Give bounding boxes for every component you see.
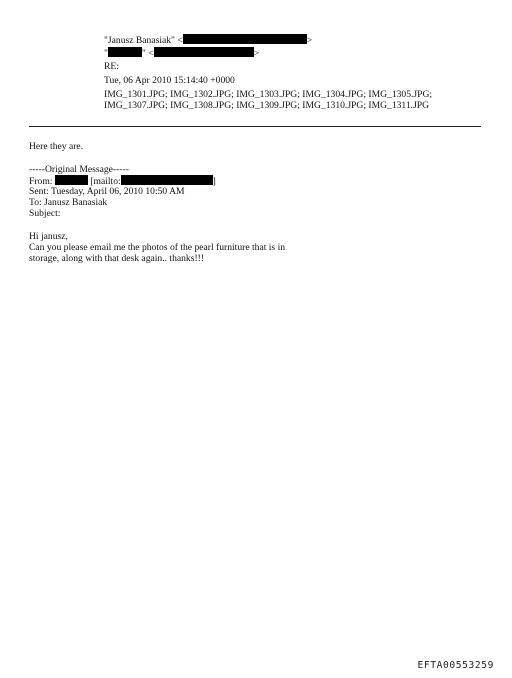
to-mid: " < [141, 48, 154, 59]
original-to: To: Janusz Banasiak [29, 197, 108, 208]
subject-value: RE: [104, 61, 119, 72]
greeting: Hi janusz, [29, 231, 68, 242]
attachments-line1[interactable]: IMG_1301.JPG; IMG_1302.JPG; IMG_1303.JPG; IMG_1304.JPG; IMG_1305.JPG; [104, 89, 433, 100]
message-line-2: storage, along with that desk again.. thanks!!! [29, 253, 205, 264]
redaction-box [108, 47, 142, 57]
from-name: "Janusz Banasiak" < [104, 35, 183, 46]
date-value: Tue, 06 Apr 2010 15:14:40 +0000 [104, 75, 235, 86]
to-close: > [253, 48, 260, 59]
document-id: EFTA00553259 [417, 660, 494, 671]
reply-text: Here they are. [29, 141, 84, 152]
header-divider [29, 126, 481, 127]
original-from-label: From: [29, 176, 53, 187]
redaction-box [121, 175, 213, 185]
original-mailto-open: [mailto: [90, 176, 121, 187]
from-close: > [306, 35, 313, 46]
to-open: " [104, 48, 108, 59]
redaction-box [55, 175, 88, 185]
from-value [104, 34, 312, 46]
redaction-box [183, 34, 307, 44]
attachments-line2[interactable]: IMG_1307.JPG; IMG_1308.JPG; IMG_1309.JPG; IMG_1310.JPG; IMG_1311.JPG [104, 100, 430, 111]
original-sent: Sent: Tuesday, April 06, 2010 10:50 AM [29, 186, 185, 197]
original-message-marker: -----Original Message----- [29, 164, 129, 175]
redaction-box [154, 47, 254, 57]
original-mailto-close: ] [212, 176, 216, 187]
original-subject: Subject: [29, 208, 61, 219]
message-line-1: Can you please email me the photos of the pearl furniture that is in [29, 242, 286, 253]
to-value [104, 47, 259, 59]
